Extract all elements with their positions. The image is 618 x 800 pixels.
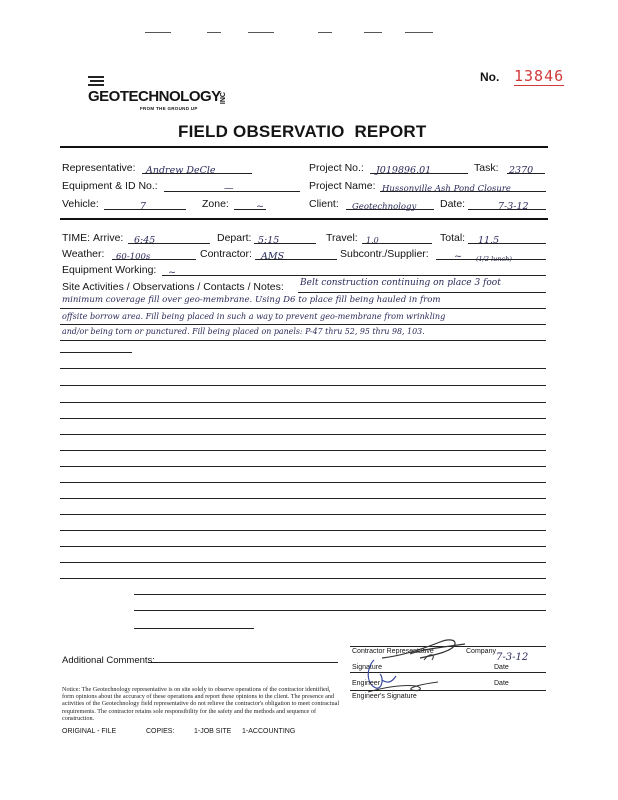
notes-line: offsite borrow area. Fill being placed in such a way to prevent geo-membrane from wrinkling xyxy=(62,311,446,321)
note-line xyxy=(60,402,546,403)
note-line xyxy=(60,324,546,325)
weather-label: Weather: xyxy=(62,248,105,260)
additional-comments-label: Additional Comments: xyxy=(62,655,155,666)
depart-value: 5:15 xyxy=(258,235,280,246)
notes-label: Site Activities / Observations / Contacts / Notes: xyxy=(62,281,284,293)
task-field[interactable] xyxy=(507,160,545,174)
brand-suffix: INC xyxy=(220,92,227,105)
vehicle-label: Vehicle: xyxy=(62,198,99,210)
note-line xyxy=(60,578,546,579)
project-no-value: J019896.01 xyxy=(376,165,432,176)
arrive-field[interactable] xyxy=(128,230,210,244)
note-line xyxy=(60,352,132,353)
contractor-label: Contractor: xyxy=(200,248,252,260)
representative-field[interactable] xyxy=(142,160,252,174)
note-line xyxy=(60,482,546,483)
client-field[interactable] xyxy=(346,196,434,210)
engineer-label: Engineer xyxy=(352,680,381,687)
equipment-id-field[interactable] xyxy=(164,178,300,192)
fax-header-line xyxy=(405,32,433,33)
header-divider xyxy=(60,146,548,148)
fax-header-line xyxy=(248,32,274,33)
copy-job-site: 1-JOB SITE xyxy=(194,728,232,735)
travel-value: 1.0 xyxy=(366,236,379,245)
logo-mark-icon xyxy=(88,76,104,88)
contractor-field[interactable] xyxy=(255,246,337,260)
subcontractor-value: ~ xyxy=(454,251,462,262)
task-label: Task: xyxy=(474,162,499,174)
vehicle-value: 7 xyxy=(140,201,147,212)
note-line xyxy=(60,340,546,341)
date-value: 7-3-12 xyxy=(498,201,529,212)
date-label: Date xyxy=(494,664,509,671)
subcontractor-field[interactable] xyxy=(436,246,546,260)
representative-label: Representative: xyxy=(62,162,136,174)
company-logo xyxy=(88,76,238,116)
signature-label: Signature xyxy=(352,664,382,671)
equipment-working-label: Equipment Working: xyxy=(62,264,157,276)
engineer-line xyxy=(350,690,546,691)
fax-header-line xyxy=(318,32,332,33)
copy-accounting: 1-ACCOUNTING xyxy=(242,728,296,735)
section-divider xyxy=(60,218,548,220)
note-line xyxy=(298,292,546,293)
representative-value: Andrew DeCle xyxy=(146,165,216,176)
arrive-label: Arrive: xyxy=(93,232,124,244)
note-line xyxy=(60,434,546,435)
client-label: Client: xyxy=(309,198,339,210)
zone-label: Zone: xyxy=(202,198,229,210)
doc-number-label: No. xyxy=(480,70,500,84)
note-line xyxy=(60,385,546,386)
signature-date-value: 7-3-12 xyxy=(496,652,529,663)
total-value: 11.5 xyxy=(478,235,500,246)
notes-line: Belt construction continuing on place 3 foot xyxy=(300,278,501,288)
copy-original: ORIGINAL - FILE xyxy=(62,728,117,735)
depart-field[interactable] xyxy=(254,230,316,244)
vehicle-field[interactable] xyxy=(104,196,186,210)
subcontractor-label: Subcontr./Supplier: xyxy=(340,248,429,260)
brand-name: GEOTECHNOLOGY xyxy=(88,88,221,105)
contractor-rep-label: Contractor Representative xyxy=(352,648,434,655)
brand-tagline: FROM THE GROUND UP xyxy=(140,106,198,111)
zone-field[interactable] xyxy=(234,196,266,210)
travel-field[interactable] xyxy=(362,230,432,244)
total-label: Total: xyxy=(440,232,466,244)
note-line xyxy=(60,368,546,369)
engineer-signature-icon xyxy=(362,654,442,694)
note-line xyxy=(60,466,546,467)
note-line xyxy=(60,546,546,547)
zone-value: ~ xyxy=(256,201,264,212)
note-line xyxy=(60,514,546,515)
date-field[interactable] xyxy=(468,196,546,210)
time-label: TIME: xyxy=(62,232,90,244)
note-line xyxy=(60,562,546,563)
notes-line: and/or being torn or punctured. Fill being placed on panels: P-47 thru 52, 95 thru 98, 103. xyxy=(62,327,425,336)
total-note: (1/2 lunch) xyxy=(476,255,512,263)
note-line xyxy=(60,498,546,499)
copies-label: COPIES: xyxy=(146,728,175,735)
note-line xyxy=(134,610,546,611)
equipment-id-label: Equipment & ID No.: xyxy=(62,180,158,192)
depart-label: Depart: xyxy=(217,232,252,244)
client-value: Geotechnology xyxy=(352,202,417,212)
weather-value: 60-100s xyxy=(116,252,151,262)
equipment-working-value: ~ xyxy=(168,267,176,278)
note-line xyxy=(134,594,546,595)
note-line xyxy=(60,308,546,309)
engineers-signature-label: Engineer's Signature xyxy=(352,693,417,700)
legal-notice: Notice: The Geotechnology representative is on site solely to observe operations of the contractor identified, form opinions about the accuracy of these operations and report these opinions to the client. The presence and activities of the Geotechnology field representative do not relieve the contractor's obligation to meet contractual requirements. The contractor retains sole responsibility for the safety and the methods and sequence of construction. xyxy=(62,686,340,722)
note-line xyxy=(60,530,546,531)
task-value: 2370 xyxy=(509,165,534,176)
doc-number: 13846 xyxy=(514,67,565,85)
weather-field[interactable] xyxy=(112,246,196,260)
note-line xyxy=(60,450,546,451)
note-line xyxy=(134,628,254,629)
equipment-id-value: — xyxy=(224,183,234,194)
equipment-working-field[interactable] xyxy=(162,262,546,276)
project-name-field[interactable] xyxy=(380,178,546,192)
travel-label: Travel: xyxy=(326,232,358,244)
arrive-value: 6:45 xyxy=(134,235,156,246)
project-no-field[interactable] xyxy=(370,160,468,174)
contractor-value: AMS xyxy=(261,251,285,262)
note-line xyxy=(60,418,546,419)
fax-header-line xyxy=(145,32,171,33)
date-label-2: Date xyxy=(494,680,509,687)
total-field[interactable] xyxy=(468,230,546,263)
project-name-value: Hussonville Ash Pond Closure xyxy=(382,184,511,194)
project-name-label: Project Name: xyxy=(309,180,376,192)
date-label: Date: xyxy=(440,198,466,210)
company-label: Company xyxy=(466,648,496,655)
fax-header-line xyxy=(364,32,382,33)
additional-comments-field[interactable] xyxy=(148,650,338,663)
notes-line: minimum coverage fill over geo-membrane. Using D6 to place fill being hauled in from xyxy=(62,295,441,305)
project-no-label: Project No.: xyxy=(309,162,364,174)
page-title: FIELD OBSERVATIO REPORT xyxy=(178,122,427,141)
fax-header-line xyxy=(207,32,221,33)
